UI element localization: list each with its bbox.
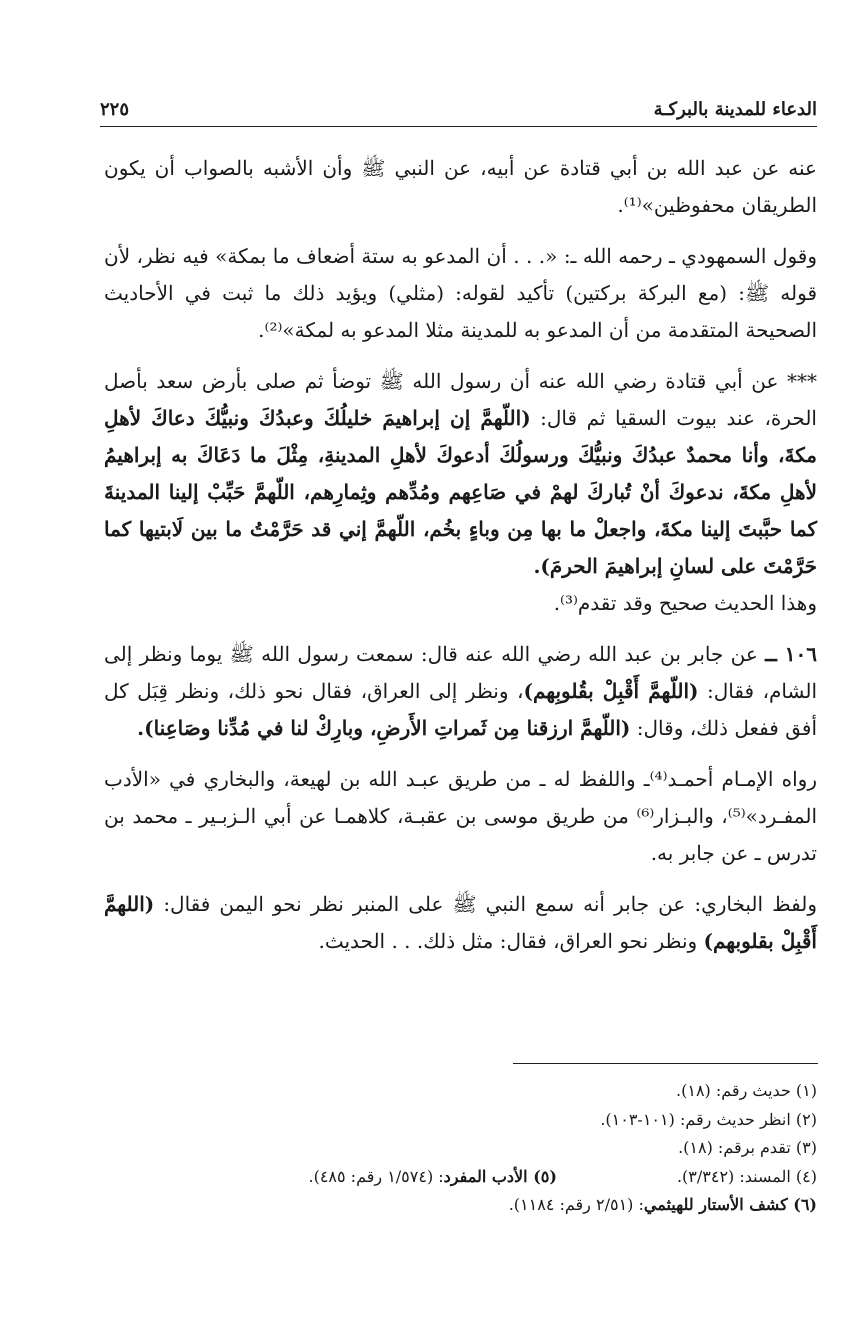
page-header	[100, 82, 817, 120]
running-title: الدعاء للمدينة بالبركـة	[653, 99, 817, 120]
hadith-number: ١٠٦ ــ	[765, 642, 817, 666]
page-number: ٢٢٥	[100, 99, 130, 120]
paragraph-3-intro: *** عن أبي قتادة رضي الله عنه أن رسول الله ﷺ توضأ ثم صلى بأرض سعد بأصل الحرة، عند بيوت السقيا ثم قال:	[104, 369, 817, 430]
footnote-row-6	[104, 1191, 817, 1220]
footnote-3: (٣) تقدم برقم: (١٨).	[678, 1138, 817, 1157]
footnote-5	[308, 1163, 556, 1192]
footnote-6-value: : (٢/٥١ رقم: ١١٨٤).	[508, 1195, 644, 1214]
footnote-row-3	[104, 1134, 817, 1163]
footnote-4: (٤) المسند: (٣/٣٤٢).	[676, 1166, 817, 1186]
paragraph-5: رواه الإمـام أحمـد⁽⁴⁾ـ واللفظ له ـ من طريق عبـد الله بن لهيعة، والبخاري في «الأدب المفـرد»⁽⁵⁾، والبـزار⁽⁶⁾ من طريق موسى بن عقبـة، كلاهمـا عن أبي الـزبـير ـ محمد بن تدرس ـ عن جابر به.	[104, 767, 817, 865]
paragraph-4	[104, 636, 817, 747]
footnote-6	[509, 1191, 817, 1220]
header-rule	[100, 126, 817, 127]
footnote-row-1	[104, 1077, 817, 1106]
footnote-5-label: (٥) الأدب المفرد	[443, 1166, 557, 1186]
footnote-row-4	[104, 1163, 817, 1192]
footnotes	[104, 1077, 817, 1220]
paragraph-2: وقول السمهودي ـ رحمه الله ـ: «. . . أن المدعو به ستة أضعاف ما بمكة» فيه نظر، لأن قوله ﷺ: (مع البركة بركتين) تأكيد لقوله: (مثلي) ويؤيد ذلك ما ثبت في الأحاديث الصحيحة المتقدمة من أن المدعو به للمدينة مثلا المدعو به لمكة»⁽²⁾.	[104, 244, 817, 342]
paragraph-3-note: وهذا الحديث صحيح وقد تقدم⁽³⁾.	[553, 591, 817, 615]
paragraph-4-part-a: عن جابر بن عبد الله رضي الله عنه قال: سمعت رسول الله ﷺ يوما ونظر إلى الشام، فقال:	[104, 642, 818, 703]
footnote-row-2	[104, 1106, 817, 1135]
hadith-quote: (اللّهمَّ إن إبراهيمَ خليلُكَ وعبدُكَ ونبيُّكَ دعاكَ لأهلِ مكةَ، وأنا محمدٌ عبدُكَ ونبيُّكَ ورسولُكَ أدعوكَ لأهلِ المدينةِ، مِثْلَ ما دَعَاكَ به إبراهيمُ لأهلِ مكةَ، ندعوكَ أنْ تُباركَ لهمْ في صَاعِهم ومُدِّهم وثِمارِهم، اللّهمَّ حَبِّبْ إلينا المدينةَ كما حبَّبتَ إلينا مكةَ، واجعلْ ما بها مِن وباءٍ بخُم، اللّهمَّ إني قد حَرَّمْتُ ما بين لَابتيها كما حَرَّمْتَ على لسانِ إبراهيمَ الحرمَ).	[104, 406, 817, 578]
footnote-2: (٢) انظر حديث رقم: (١٠١-١٠٣).	[600, 1109, 817, 1129]
footnote-6-label: (٦) كشف الأستار للهيثمي	[643, 1195, 817, 1214]
footnote-spacer	[557, 1163, 677, 1192]
hadith-quote-2: (اللّهمَّ ارزقنا مِن ثَمراتِ الأَرضِ، وبارِكْ لنا في مُدِّنا وصَاعِنا).	[137, 716, 631, 740]
paragraph-4-part-b: ، ونظر إلى العراق، فقال نحو ذلك، ونظر قِبَل كل أفق ففعل ذلك، وقال:	[104, 679, 817, 740]
paragraph-1: عنه عن عبد الله بن أبي قتادة عن أبيه، عن النبي ﷺ وأن الأشبه بالصواب أن يكون الطريقان محفوظين»⁽¹⁾.	[104, 156, 817, 217]
paragraph-6-part-b: ونظر نحو العراق، فقال: مثل ذلك. . . الحديث.	[318, 929, 704, 953]
main-text	[104, 150, 817, 974]
footnote-rule	[513, 1063, 818, 1064]
footnote-5-value: : (١/٥٧٤ رقم: ٤٨٥).	[308, 1166, 444, 1186]
hadith-quote-1: (اللّهمَّ أَقْبِلْ بقُلوبِهم)	[523, 679, 699, 703]
paragraph-6	[104, 886, 817, 960]
hadith-quote-3: (اللهمَّ أَقْبِلْ بقلوبهم)	[104, 892, 817, 953]
paragraph-6-part-a: ولفظ البخاري: عن جابر أنه سمع النبي ﷺ على المنبر نظر نحو اليمن فقال:	[154, 892, 817, 916]
footnote-1: (١) حديث رقم: (١٨).	[676, 1081, 817, 1100]
paragraph-3	[104, 363, 817, 585]
